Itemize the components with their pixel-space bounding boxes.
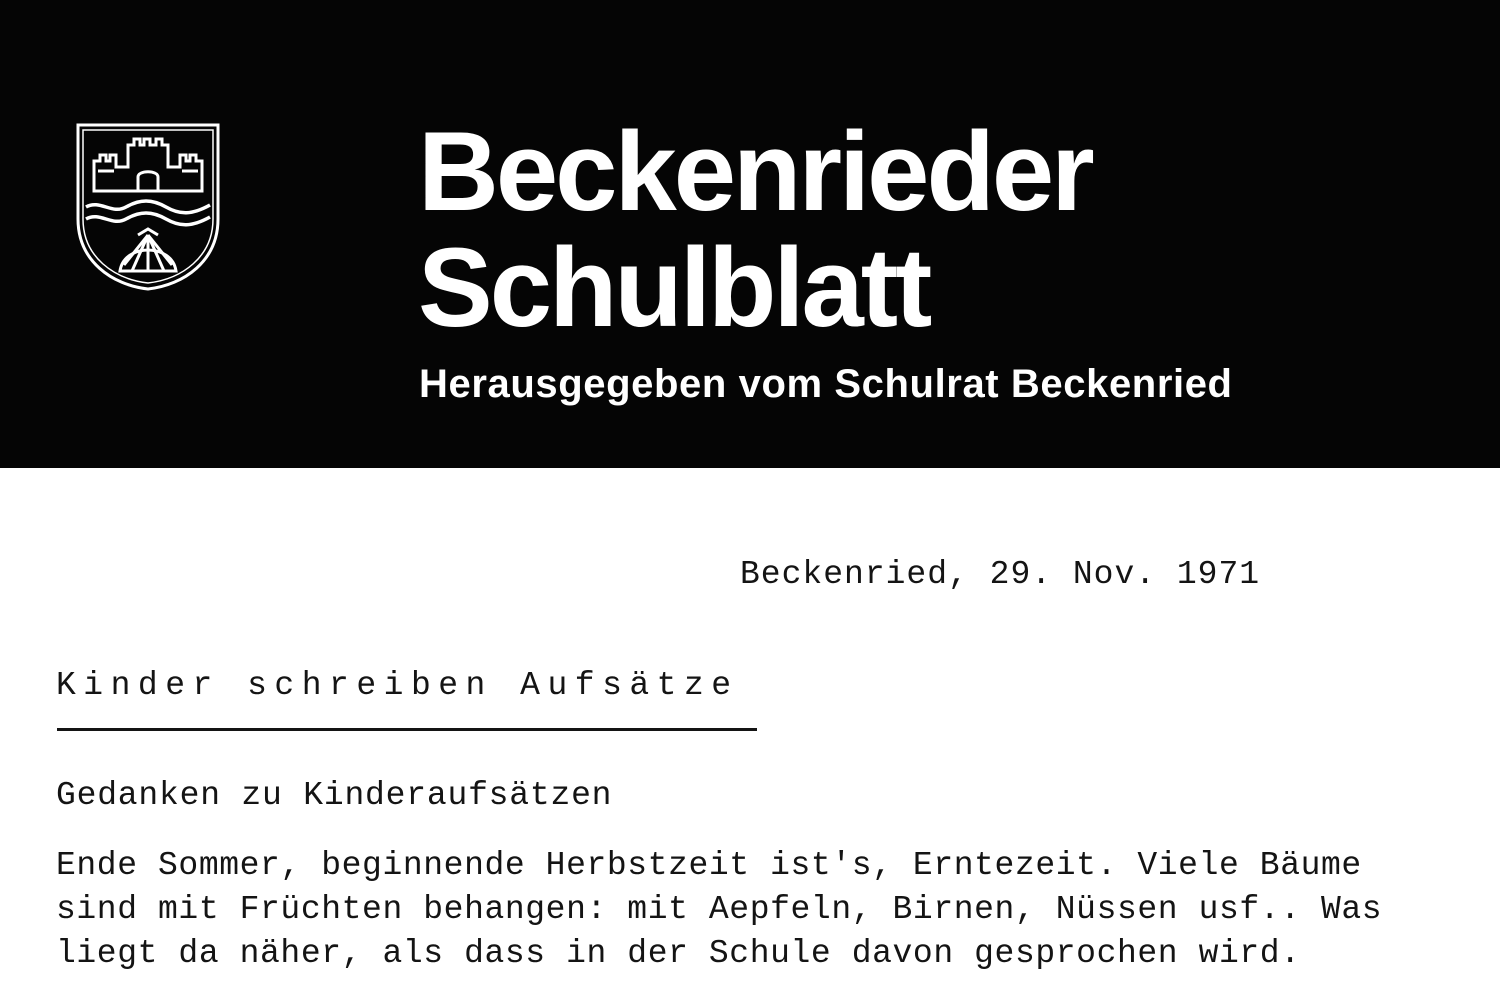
heading-underline (57, 728, 757, 731)
masthead-title-line-1: Beckenrieder (418, 109, 1092, 234)
article-paragraph (56, 844, 1382, 976)
letter-date: Beckenried, 29. Nov. 1971 (740, 556, 1261, 593)
masthead-subtitle: Herausgegeben vom Schulrat Beckenried (419, 362, 1233, 406)
paragraph-line: sind mit Früchten behangen: mit Aepfeln, Birnen, Nüssen usf.. Was (56, 891, 1383, 928)
paragraph-line: Ende Sommer, beginnende Herbstzeit ist's, Erntezeit. Viele Bäume (56, 847, 1362, 884)
masthead (0, 0, 1500, 468)
paragraph-line: liegt da näher, als dass in der Schule davon gesprochen wird. (56, 935, 1301, 972)
article-heading: Kinder schreiben Aufsätze (56, 667, 739, 704)
article-subheading: Gedanken zu Kinderaufsätzen (56, 777, 613, 814)
masthead-title-line-2: Schulblatt (418, 225, 930, 350)
coat-of-arms-icon (76, 123, 220, 291)
